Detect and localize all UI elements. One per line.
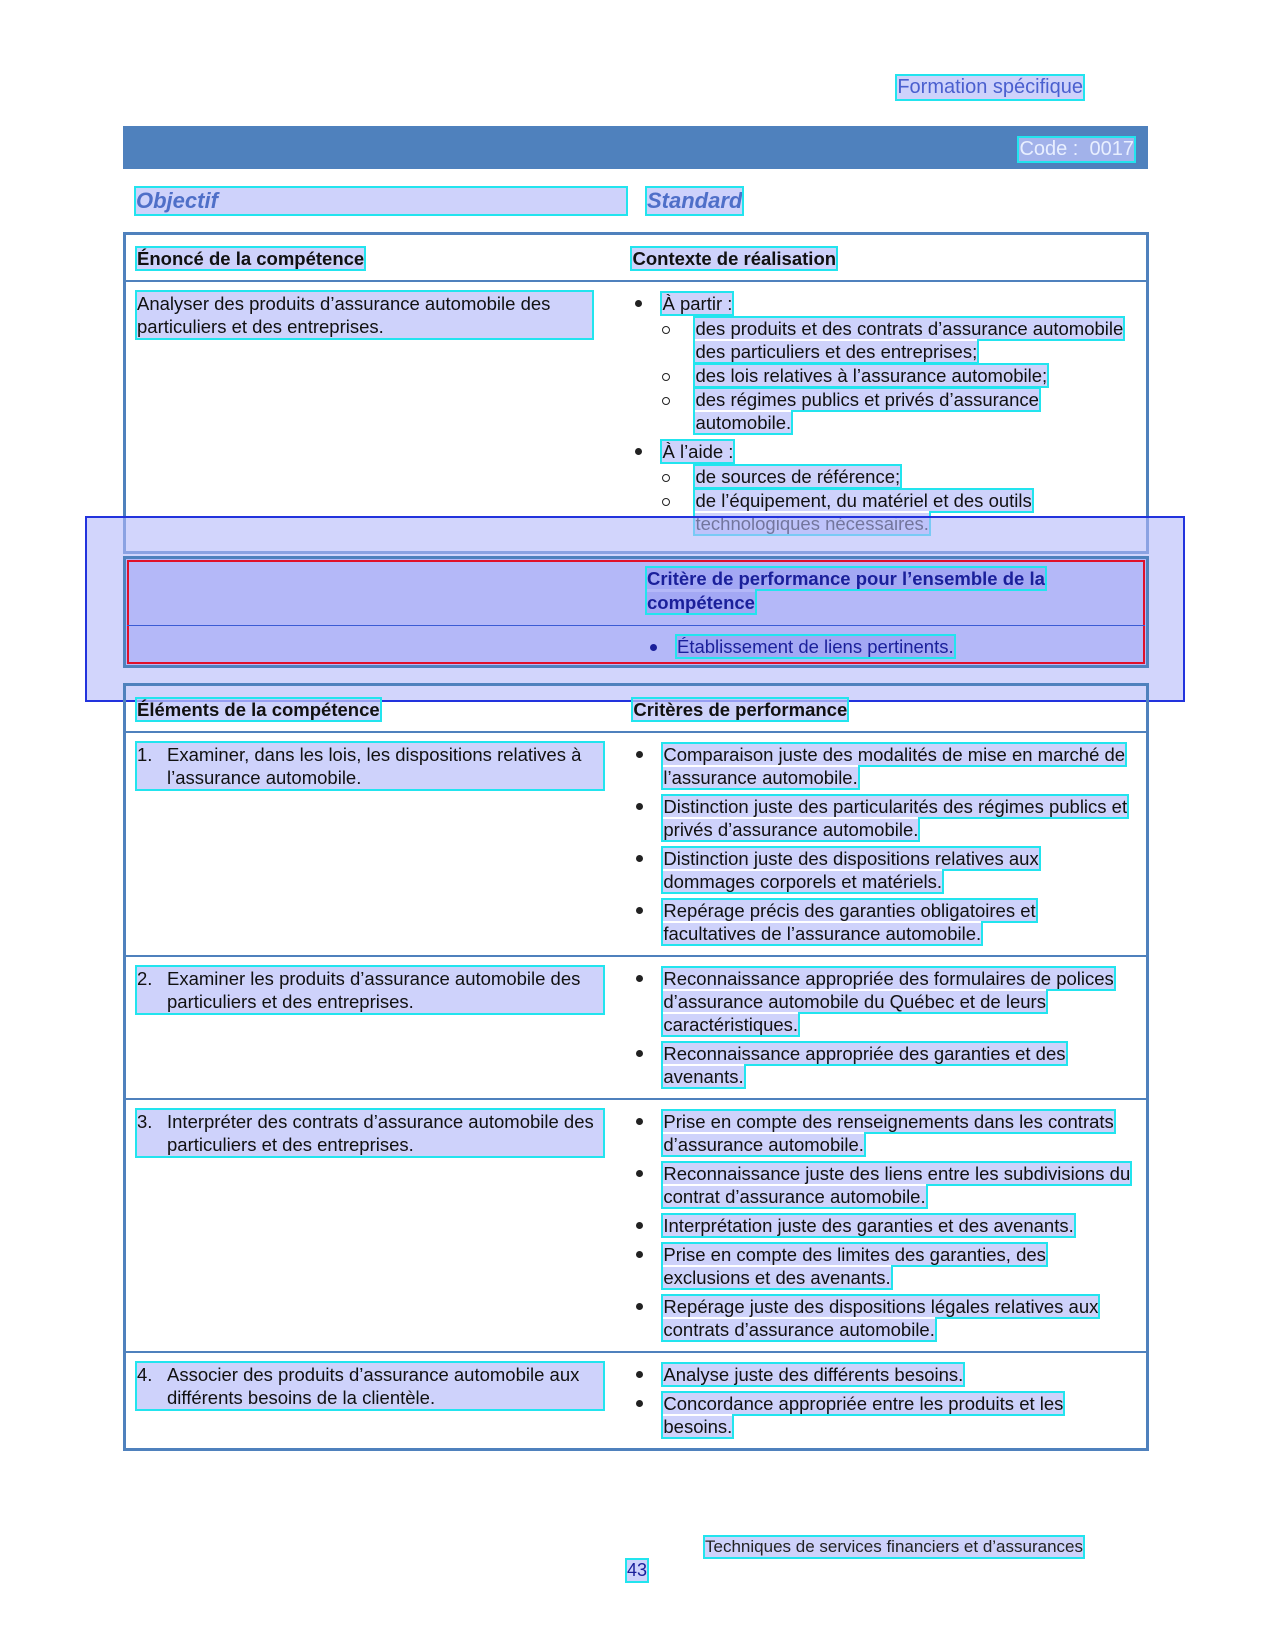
critere-item <box>633 795 1132 841</box>
criteres-list <box>633 1110 1132 1341</box>
contexte-cell <box>632 281 1147 553</box>
critere-text: Repérage précis des garanties obligatoires et facultatives de l’assurance automobile. <box>663 900 1036 944</box>
footer-program: Techniques de services financiers et d’assurances <box>705 1537 1083 1556</box>
element-cell <box>125 1352 634 1450</box>
critere-item <box>633 1214 1132 1237</box>
code-label-text: Code : <box>1019 138 1079 160</box>
contexte-subitem-text: des produits et des contrats d’assurance automobile des particuliers et des entreprises; <box>695 318 1124 362</box>
critere-text: Prise en compte des renseignements dans les contrats d’assurance automobile. <box>663 1111 1114 1155</box>
element-number: 4. <box>137 1364 153 1385</box>
contexte-list <box>632 292 1132 535</box>
element-cell <box>125 1099 634 1352</box>
criteres-cell <box>633 732 1147 956</box>
critere-item <box>633 1042 1132 1088</box>
critere-text: Reconnaissance juste des liens entre les subdivisions du contrat d’assurance automobile. <box>663 1163 1131 1207</box>
ensemble-criteria-title-text: Critère de performance pour l’ensemble de la compétence <box>647 568 1045 613</box>
code-value: 0017 <box>1089 138 1134 160</box>
contexte-label: À partir : <box>662 293 733 314</box>
criteres-list <box>633 1363 1132 1438</box>
ensemble-criteria-title <box>647 567 1077 615</box>
competence-head-cell <box>125 234 633 282</box>
critere-text: Distinction juste des dispositions relatives aux dommages corporels et matériels. <box>663 848 1039 892</box>
critere-item <box>633 899 1132 945</box>
contexte-head-cell <box>632 234 1147 282</box>
critere-text: Reconnaissance appropriée des formulaires de polices d’assurance automobile du Québec et de leurs caractéristiques. <box>663 968 1114 1035</box>
element-text: Examiner les produits d’assurance automobile des particuliers et des entreprises. <box>167 968 581 1012</box>
critere-item <box>633 1392 1132 1438</box>
element-item <box>137 1110 603 1156</box>
code-label <box>1019 138 1134 161</box>
element-cell <box>125 732 634 956</box>
competence-head: Énoncé de la compétence <box>137 248 365 269</box>
element-number: 1. <box>137 744 153 765</box>
criteres-head: Critères de performance <box>633 699 848 720</box>
critere-text: Reconnaissance appropriée des garanties et des avenants. <box>663 1043 1066 1087</box>
objectif-heading: Objectif <box>136 188 626 214</box>
critere-item <box>633 1243 1132 1289</box>
elements-head-cell <box>125 685 634 733</box>
contexte-subitem <box>662 364 1132 387</box>
criteres-head-cell <box>633 685 1147 733</box>
standard-heading: Standard <box>647 188 743 213</box>
contexte-subitem-text: de l’équipement, du matériel et des outils <box>695 490 1031 534</box>
criteres-cell <box>633 1099 1147 1352</box>
element-cell <box>125 956 634 1099</box>
critere-item <box>633 1295 1132 1341</box>
elements-head: Éléments de la compétence <box>137 699 380 720</box>
critere-text: Interprétation juste des garanties et des avenants. <box>663 1215 1074 1236</box>
competence-cell <box>125 281 633 553</box>
contexte-sublist <box>662 317 1132 434</box>
critere-text: Comparaison juste des modalités de mise en marché de l’assurance automobile. <box>663 744 1126 788</box>
critere-item <box>633 1110 1132 1156</box>
ensemble-criteria-item <box>647 636 954 658</box>
contexte-subitem-text: des régimes publics et privés d’assurance automobile. <box>695 389 1039 433</box>
critere-item <box>633 967 1132 1036</box>
contexte-subitem <box>662 388 1132 434</box>
ensemble-divider <box>127 625 1145 626</box>
critere-text: Concordance appropriée entre les produits et les besoins. <box>663 1393 1064 1437</box>
ensemble-criteria-item-text: Établissement de liens pertinents. <box>677 636 954 657</box>
contexte-label: À l’aide : <box>662 441 734 462</box>
critere-item <box>633 1162 1132 1208</box>
critere-text: Repérage juste des dispositions légales relatives aux contrats d’assurance automobile. <box>663 1296 1099 1340</box>
critere-text: Analyse juste des différents besoins. <box>663 1364 964 1385</box>
header-title: Formation spécifique <box>897 76 1083 98</box>
element-item <box>137 967 603 1013</box>
element-item <box>137 743 603 789</box>
criteres-list <box>633 743 1132 945</box>
element-text: Examiner, dans les lois, les dispositions relatives à l’assurance automobile. <box>167 744 582 788</box>
critere-item <box>633 743 1132 789</box>
criteres-cell <box>633 956 1147 1099</box>
element-number: 3. <box>137 1111 153 1132</box>
element-number: 2. <box>137 968 153 989</box>
element-text: Interpréter des contrats d’assurance automobile des particuliers et des entreprises. <box>167 1111 594 1155</box>
code-bar <box>123 126 1148 169</box>
element-item <box>137 1363 603 1409</box>
page-number: 43 <box>627 1560 648 1580</box>
contexte-subitem-text: des lois relatives à l’assurance automobile; <box>695 365 1048 386</box>
critere-text: Prise en compte des limites des garanties, des exclusions et des avenants. <box>663 1244 1046 1288</box>
contexte-subitem <box>662 317 1132 363</box>
criteres-list <box>633 967 1132 1088</box>
contexte-head: Contexte de réalisation <box>632 248 837 269</box>
competence-statement: Analyser des produits d’assurance automobile des particuliers et des entreprises. <box>137 292 592 338</box>
critere-text: Distinction juste des particularités des régimes publics et privés d’assurance automobile. <box>663 796 1128 840</box>
criteres-cell <box>633 1352 1147 1450</box>
contexte-subitem-text: de sources de référence; <box>695 466 901 487</box>
critere-item <box>633 1363 1132 1386</box>
competence-table <box>123 232 1149 554</box>
critere-item <box>633 847 1132 893</box>
contexte-item <box>632 292 1132 434</box>
elements-table <box>123 683 1149 1451</box>
contexte-subitem <box>662 465 1132 488</box>
element-text: Associer des produits d’assurance automobile aux différents besoins de la clientèle. <box>167 1364 580 1408</box>
